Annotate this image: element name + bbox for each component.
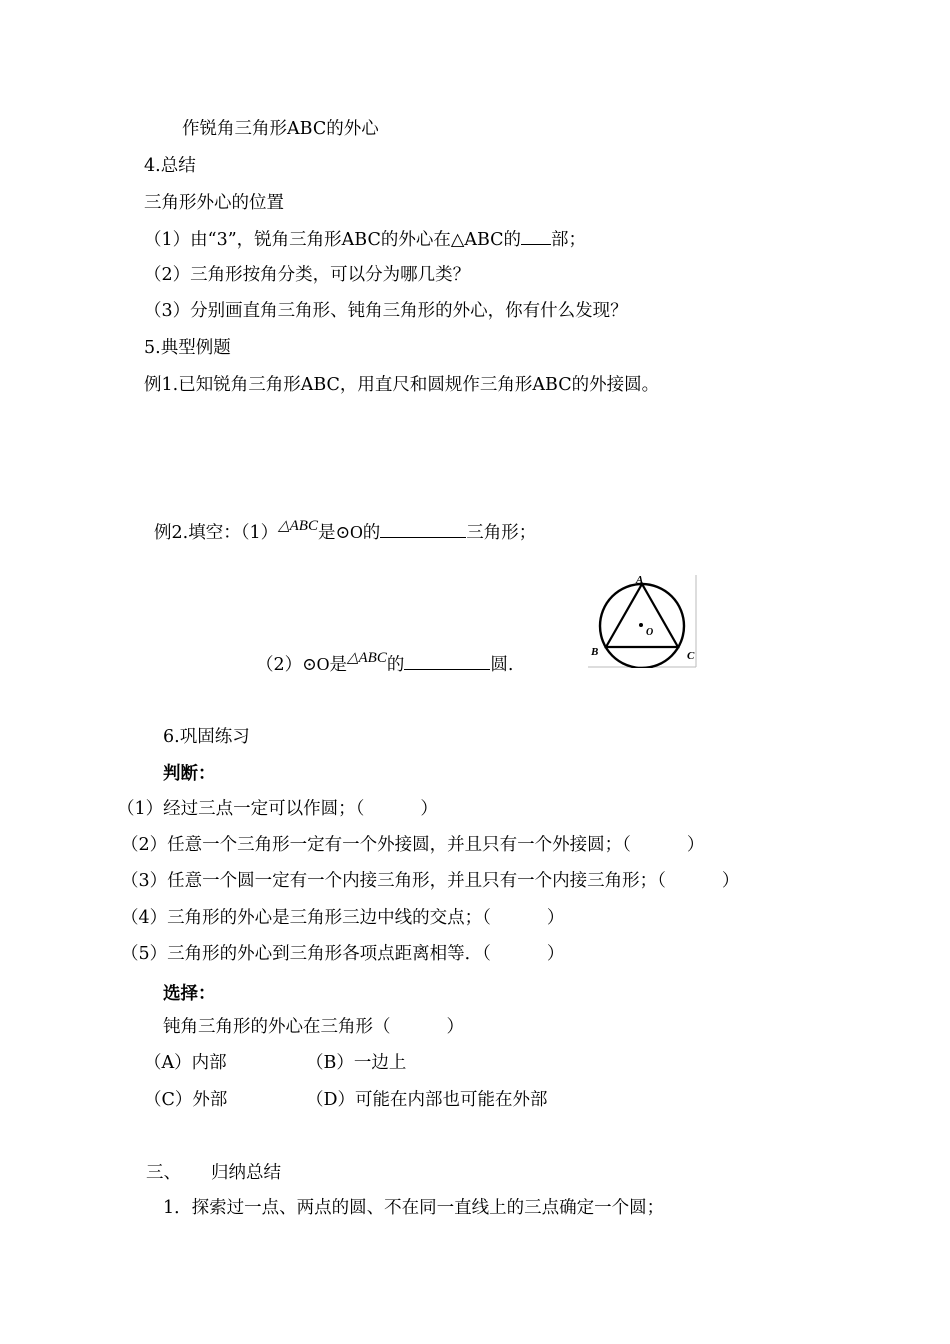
example-2-blank-2[interactable] xyxy=(404,653,490,670)
example-2-label: 例2.填空：（1） xyxy=(154,523,279,543)
judge-2 xyxy=(121,834,704,856)
example-2b-label: （2） xyxy=(256,655,303,675)
judge-4-text: （4）三角形的外心是三角形三边中线的交点；（ xyxy=(121,908,491,928)
label-o: O xyxy=(646,627,654,638)
choice-question xyxy=(163,1016,464,1038)
circle-o-symbol-2: ⊙O xyxy=(302,654,330,674)
construct-line: 作锐角三角形ABC的外心 xyxy=(182,119,379,139)
example-2-part-1 xyxy=(154,518,537,545)
section-4-heading: 4.总结 xyxy=(144,156,196,176)
circumcircle-figure xyxy=(588,573,698,668)
center-point xyxy=(639,623,643,627)
option-a[interactable]: （A）内部 xyxy=(144,1053,227,1073)
question-3: （3）分别画直角三角形、钝角三角形的外心，你有什么发现？ xyxy=(144,301,628,321)
judge-1-close: ） xyxy=(420,799,438,819)
question-1 xyxy=(144,228,586,251)
example-2-suffix: 三角形； xyxy=(466,523,537,543)
label-c: C xyxy=(687,650,695,662)
judge-5-text: （5）三角形的外心到三角形各项点距离相等．（ xyxy=(121,944,491,964)
option-b[interactable]: （B）一边上 xyxy=(306,1053,407,1073)
example-2b-de: 的 xyxy=(386,655,405,675)
judge-3-close: ） xyxy=(721,871,740,891)
label-b: B xyxy=(591,646,599,658)
judge-2-close: ） xyxy=(686,835,705,855)
choice-question-text: 钝角三角形的外心在三角形（ xyxy=(163,1017,391,1037)
label-a: A xyxy=(636,574,644,586)
question-1-text: （1）由“3”，锐角三角形ABC的外心在△ABC的 xyxy=(144,230,522,250)
position-title: 三角形外心的位置 xyxy=(144,193,284,213)
section-3-title: 归纳总结 xyxy=(211,1163,281,1183)
judge-5-close: ） xyxy=(546,944,565,964)
choice-close: ） xyxy=(446,1017,464,1037)
section-6-heading: 6.巩固练习 xyxy=(163,727,250,747)
judge-5 xyxy=(121,943,564,965)
summary-1: 1．探索过一点、两点的圆、不在同一直线上的三点确定一个圆； xyxy=(163,1198,665,1218)
triangle-abc-symbol: △ABC xyxy=(278,518,318,534)
example-2-blank-1[interactable] xyxy=(380,521,466,538)
judge-4 xyxy=(121,907,564,929)
judge-3-text: （3）任意一个圆一定有一个内接三角形，并且只有一个内接三角形；（ xyxy=(121,871,666,891)
example-2b-suffix: 圆. xyxy=(490,655,514,675)
choice-title: 选择： xyxy=(163,984,216,1004)
judge-4-close: ） xyxy=(546,908,565,928)
judge-title: 判断： xyxy=(163,764,216,784)
example-2-part-2 xyxy=(256,650,514,677)
option-c[interactable]: （C）外部 xyxy=(144,1090,228,1110)
example-2-de: 的 xyxy=(362,523,381,543)
option-d[interactable]: （D）可能在内部也可能在外部 xyxy=(306,1090,548,1110)
example-2-is: 是 xyxy=(317,523,336,543)
judge-3 xyxy=(121,870,739,892)
example-1: 例1.已知锐角三角形ABC，用直尺和圆规作三角形ABC的外接圆。 xyxy=(144,375,660,395)
section-3-number: 三、 xyxy=(146,1163,181,1183)
judge-1 xyxy=(117,798,438,820)
section-5-heading: 5.典型例题 xyxy=(144,338,231,358)
circle-o-symbol: ⊙O xyxy=(335,522,363,542)
question-1-blank[interactable] xyxy=(521,228,551,245)
judge-2-text: （2）任意一个三角形一定有一个外接圆，并且只有一个外接圆；（ xyxy=(121,835,631,855)
question-2: （2）三角形按角分类，可以分为哪几类？ xyxy=(144,265,471,285)
triangle-abc-symbol-2: △ABC xyxy=(346,650,387,666)
example-2b-is: 是 xyxy=(329,655,347,675)
judge-1-text: （1）经过三点一定可以作圆；（ xyxy=(117,799,365,819)
question-1-suffix: 部； xyxy=(551,230,587,250)
